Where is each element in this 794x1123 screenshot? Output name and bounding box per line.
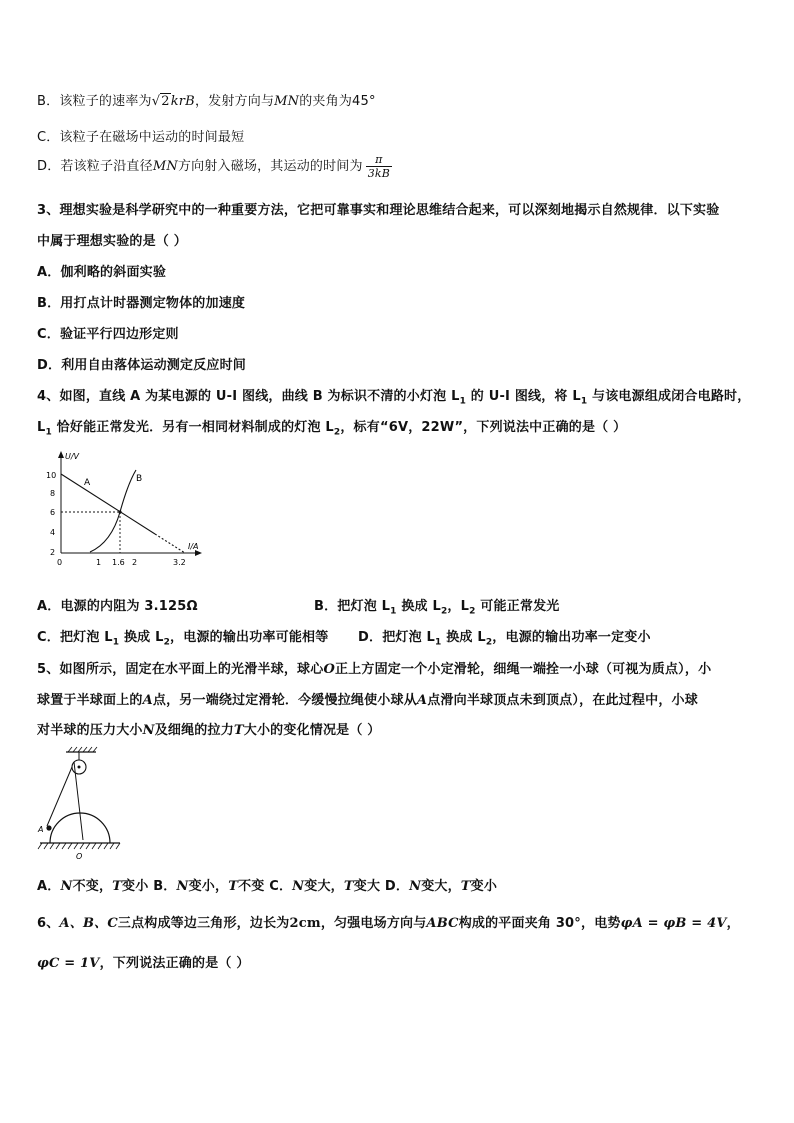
math-a: A (142, 693, 153, 708)
q2-option-d (37, 153, 395, 180)
stem-text: ，下列说法正确的是（ ） (99, 956, 250, 971)
center-o-label: O (76, 852, 83, 861)
radicand: 2 (161, 94, 170, 109)
q3-option-d: D．利用自由落体运动测定反应时间 (37, 358, 246, 373)
point-a-label: A (38, 825, 44, 834)
math-n: N (142, 723, 155, 738)
stem-text: 三点构成等边三角形，边长为 (117, 916, 290, 931)
stem-text: L (37, 420, 46, 435)
stem-text: ，标有“6V，22W”，下列说法中正确的是（ ） (340, 420, 627, 435)
q5-options (37, 875, 497, 894)
option-text: B．把灯泡 L (314, 599, 391, 614)
line-a-label: A (84, 478, 91, 488)
option-text: 换成 L (441, 630, 486, 645)
option-text: 变大， (421, 879, 461, 894)
subscript: 2 (469, 606, 476, 617)
q2-option-c: C．该粒子在磁场中运动的时间最短 (37, 130, 245, 145)
q3-option-c: C．验证平行四边形定则 (37, 327, 179, 342)
option-text: ，发射方向与 (194, 94, 275, 109)
option-letter: D． (384, 879, 410, 894)
x-tick-0: 0 (57, 558, 63, 567)
option-text: ，L (447, 599, 470, 614)
stem-text: 构成的平面夹角 30°，电势 (458, 916, 621, 931)
option-text: 变小 (122, 879, 149, 894)
option-letter: B． (153, 879, 177, 894)
x-tick-3-2: 3.2 (173, 558, 186, 567)
math-mn: MN (152, 159, 178, 174)
q5-option-c (269, 879, 380, 894)
stem-text: ， (726, 916, 740, 931)
math-n: N (292, 879, 305, 894)
q5-option-a (37, 879, 148, 894)
q5-stem-line-3 (37, 719, 381, 738)
stem-text: 大小的变化情况是（ ） (243, 723, 381, 738)
curve-b-label: B (136, 474, 143, 484)
y-axis-arrow (58, 451, 64, 458)
math-a: A (416, 693, 428, 708)
math-t: T (228, 879, 239, 894)
y-tick-4: 4 (50, 528, 56, 537)
stem-text: 及细绳的拉力 (154, 723, 234, 738)
q6-stem-line-1 (37, 912, 740, 931)
subscript: 1 (112, 637, 120, 648)
stem-text: ，匀强电场方向与 (320, 916, 427, 931)
math-abc: ABC (426, 916, 459, 931)
math-t: T (112, 879, 123, 894)
curve-b (90, 470, 136, 552)
q3-option-b: B．用打点计时器测定物体的加速度 (37, 296, 246, 311)
fraction-numerator: π (366, 153, 392, 167)
option-text: 变小， (188, 879, 229, 894)
q2-option-b (37, 90, 376, 109)
option-text: ，电源的输出功率可能相等 (170, 630, 329, 645)
math-n: N (176, 879, 189, 894)
y-tick-6: 6 (50, 508, 56, 517)
y-tick-2: 2 (50, 548, 56, 557)
subscript: 2 (333, 427, 341, 438)
stem-text: 球置于半球面上的 (37, 693, 143, 708)
option-label: D．若该粒子沿直径 (37, 159, 153, 174)
option-text: 方向射入磁场，其运动的时间为 (177, 159, 363, 174)
q3-option-a: A．伽利略的斜面实验 (37, 265, 167, 280)
ceiling-hatch (68, 747, 97, 752)
sqrt-expression: √2 (151, 94, 170, 109)
subscript: 2 (485, 637, 493, 648)
stem-text: 恰好能正常发光．另有一相同材料制成的灯泡 L (51, 420, 334, 435)
q5-stem-line-1 (37, 658, 711, 677)
x-tick-1: 1 (96, 558, 102, 567)
stem-text: 点，另一端绕过定滑轮．今缓慢拉绳使小球从 (152, 693, 417, 708)
option-text: 不变， (72, 879, 113, 894)
option-text: 可能正常发光 (475, 599, 560, 614)
math-potential-ab: φA = φB = 4V (620, 916, 727, 931)
q6-stem-line-2 (37, 952, 250, 971)
pulley-axle (78, 766, 81, 769)
math-n: N (409, 879, 422, 894)
q3-stem-line-1: 3、理想实验是科学研究中的一种重要方法，它把可靠事实和理论思维结合起来，可以深刻地揭示自然规律．以下实验 (37, 203, 720, 218)
math-t: T (233, 723, 244, 738)
math-abc: A、B、C (59, 916, 118, 931)
option-text: ，电源的输出功率一定变小 (492, 630, 651, 645)
math-potential-c: φC = 1V (37, 956, 100, 971)
line-a-extension (155, 534, 185, 553)
subscript: 1 (45, 427, 52, 438)
stem-text: 4、如图，直线 A 为某电源的 U-I 图线，曲线 B 为标识不清的小灯泡 L (37, 389, 460, 404)
q4-ui-graph (40, 448, 210, 572)
q4-option-d (358, 626, 651, 648)
stem-text: 对半球的压力大小 (37, 723, 143, 738)
option-text: 不变 (238, 879, 265, 894)
option-text: 换成 L (119, 630, 164, 645)
fraction-denominator: 3kB (367, 167, 391, 180)
subscript: 1 (390, 606, 397, 617)
ground-hatch (38, 843, 120, 849)
option-text: 换成 L (396, 599, 441, 614)
stem-text: 点滑向半球顶点未到顶点），在此过程中，小球 (427, 693, 698, 708)
math-mn: MN (274, 94, 300, 109)
option-text: 变大， (304, 879, 344, 894)
stem-text: 5、如图所示，固定在水平面上的光滑半球，球心 (37, 662, 324, 677)
stem-text: 正上方固定一个小定滑轮，细绳一端拴一小球（可视为质点），小 (334, 662, 712, 677)
math-t: T (343, 879, 354, 894)
y-tick-10: 10 (46, 471, 57, 480)
intersection-point (118, 510, 121, 513)
option-text: 的夹角为45° (299, 94, 376, 109)
ball (46, 825, 51, 830)
option-text: D．把灯泡 L (358, 630, 436, 645)
math-expression: krB (170, 94, 195, 109)
subscript: 1 (580, 396, 588, 407)
subscript: 1 (459, 396, 467, 407)
option-text: 变大 (353, 879, 381, 894)
q4-option-b (314, 595, 560, 617)
rope-to-ball (47, 767, 72, 826)
option-label: B．该粒子的速率为 (37, 94, 152, 109)
stem-text: 6、 (37, 916, 60, 931)
math-n: N (60, 879, 73, 894)
option-text: 变小 (470, 879, 498, 894)
fraction (366, 153, 392, 180)
option-text: C．把灯泡 L (37, 630, 113, 645)
q4-option-a: A．电源的内阻为 3.125Ω (37, 599, 198, 614)
y-axis-label: U/V (65, 452, 80, 461)
math-t: T (460, 879, 471, 894)
q5-hemisphere-figure (36, 746, 136, 864)
x-tick-1-6: 1.6 (112, 558, 125, 567)
math-length: 2cm (289, 916, 321, 931)
x-tick-2: 2 (132, 558, 138, 567)
q5-option-b (153, 879, 264, 894)
q5-option-d (385, 879, 497, 894)
q4-stem-line-1 (37, 385, 750, 407)
x-axis-label: I/A (188, 542, 199, 551)
stem-text: 的 U-I 图线，将 L (466, 389, 581, 404)
q3-stem-line-2: 中属于理想实验的是（ ） (37, 234, 187, 249)
option-letter: C． (269, 879, 293, 894)
stem-text: 与该电源组成闭合电路时， (587, 389, 751, 404)
q4-stem-line-2 (37, 416, 626, 438)
subscript: 1 (435, 637, 442, 648)
option-letter: A． (37, 879, 61, 894)
q5-stem-line-2 (37, 689, 698, 708)
subscript: 2 (163, 637, 171, 648)
math-o: O (323, 662, 335, 677)
y-tick-8: 8 (50, 489, 56, 498)
q4-option-c (37, 626, 328, 648)
subscript: 2 (440, 606, 448, 617)
